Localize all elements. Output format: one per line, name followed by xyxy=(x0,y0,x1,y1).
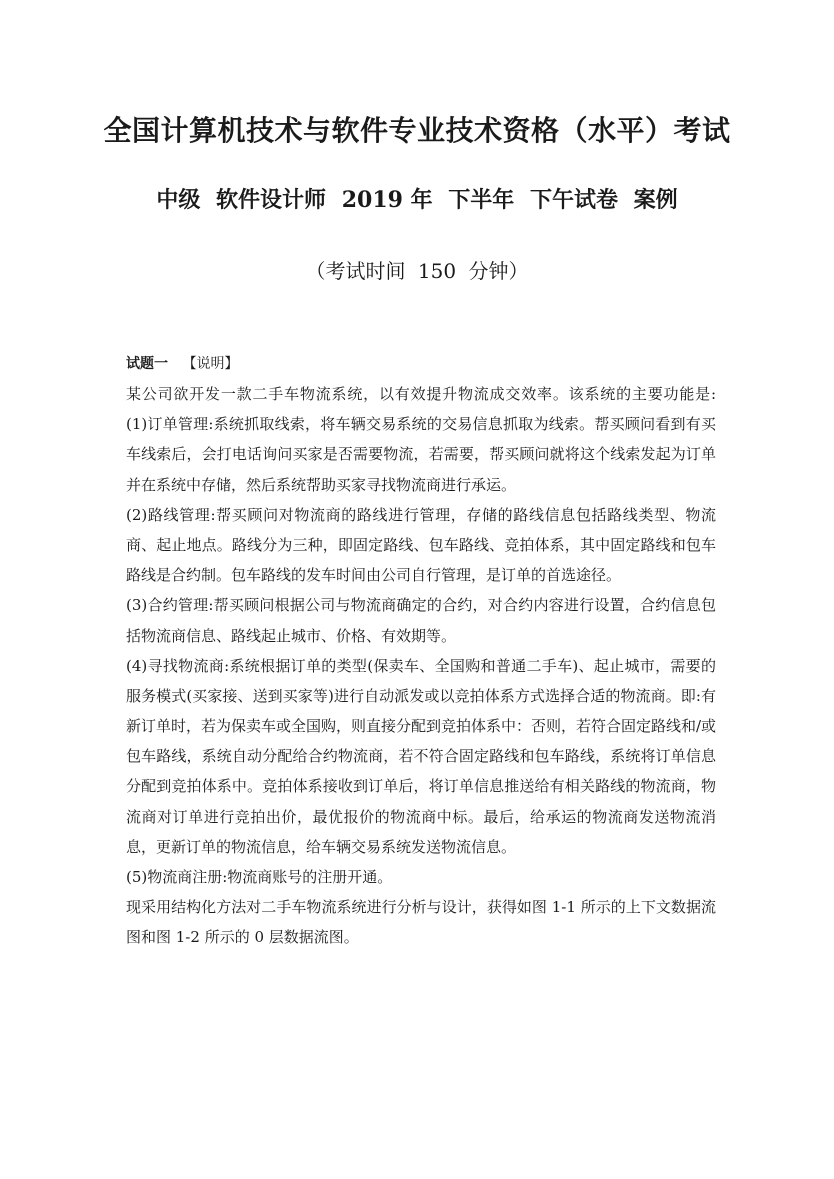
text-line: (4)寻找物流商:系统根据订单的类型(保卖车、全国购和普通二手车)、起止城市，需要的 xyxy=(126,656,716,675)
text-line: 新订单时，若为保卖车或全国购，则直接分配到竞拍体系中：否则，若符合固定路线和/或 xyxy=(126,717,717,736)
subtitle-level: 中级 xyxy=(156,187,201,213)
text-line: 服务模式(买家接、送到买家等)进行自动派发或以竞拍体系方式选择合适的物流商。即:有 xyxy=(126,686,716,705)
question-label: 试题一 xyxy=(126,356,168,372)
subtitle-session: 下午试卷 xyxy=(529,187,618,213)
text-line: 某公司欲开发一款二手车物流系统，以有效提升物流成交效率。该系统的主要功能是: xyxy=(126,385,716,403)
subtitle-role: 软件设计师 xyxy=(216,187,327,213)
subtitle-year: 2019 年 xyxy=(341,187,433,213)
text-line: 商、起止地点。路线分为三种，即固定路线、包车路线、竞拍体系，其中固定路线和包车 xyxy=(126,535,716,554)
text-line: 图和图 1-2 所示的 0 层数据流图。 xyxy=(126,928,359,947)
section-label: 【说明】 xyxy=(182,356,239,372)
exam-duration xyxy=(0,256,834,286)
subtitle-type: 案例 xyxy=(633,187,678,213)
duration-value: 150 xyxy=(417,259,457,283)
text-line: 分配到竞拍体系中。竞拍体系接收到订单后，将订单信息推送给有相关路线的物流商，物 xyxy=(126,777,716,796)
text-line: 车线索后，会打电话询问买家是否需要物流，若需要，帮买顾问就将这个线索发起为订单 xyxy=(126,445,716,464)
text-line: 路线是合约制。包车路线的发车时间由公司自行管理，是订单的首选途径。 xyxy=(126,566,622,585)
text-line: 流商对订单进行竞拍出价，最优报价的物流商中标。最后，给承运的物流商发送物流消 xyxy=(126,807,716,826)
text-line: (3)合约管理:帮买顾问根据公司与物流商确定的合约，对合约内容进行设置，合约信息包 xyxy=(126,596,716,615)
text-line: 括物流商信息、路线起止城市、价格、有效期等。 xyxy=(126,626,457,645)
text-line: 并在系统中存储，然后系统帮助买家寻找物流商进行承运。 xyxy=(126,475,517,494)
duration-suffix: 分钟） xyxy=(468,259,529,283)
text-line: (2)路线管理:帮买顾问对物流商的路线进行管理，存储的路线信息包括路线类型、物流 xyxy=(126,505,716,524)
question-body xyxy=(126,351,716,953)
exam-title: 全国计算机技术与软件专业技术资格（水平）考试 xyxy=(103,114,731,147)
subtitle-half: 下半年 xyxy=(448,187,515,213)
exam-subtitle xyxy=(0,185,834,215)
text-line: (5)物流商注册:物流商账号的注册开通。 xyxy=(126,868,393,886)
duration-prefix: （考试时间 xyxy=(305,259,406,283)
text-line: (1)订单管理:系统抓取线索，将车辆交易系统的交易信息抓取为线索。帮买顾问看到有买 xyxy=(126,415,716,434)
text-line: 现采用结构化方法对二手车物流系统进行分析与设计，获得如图 1-1 所示的上下文数据流 xyxy=(126,898,716,917)
text-line: 息，更新订单的物流信息，给车辆交易系统发送物流信息。 xyxy=(126,837,517,856)
question-heading xyxy=(126,351,716,379)
text-line: 包车路线，系统自动分配给合约物流商，若不符合固定路线和包车路线，系统将订单信息 xyxy=(126,747,716,766)
